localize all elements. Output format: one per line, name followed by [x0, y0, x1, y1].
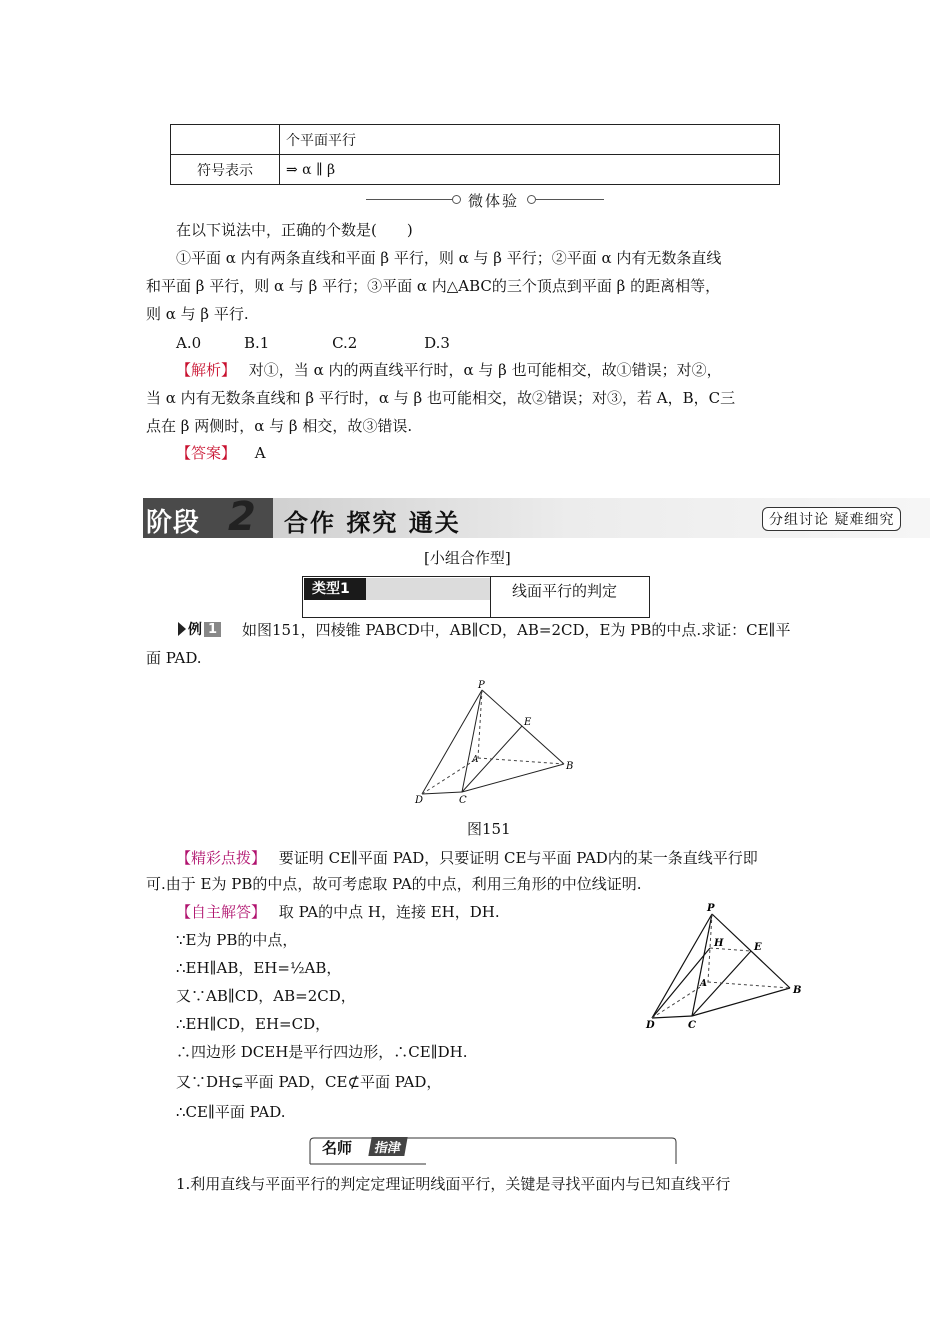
point-label: B [566, 761, 574, 772]
answer-line [176, 443, 266, 463]
circle-icon [452, 195, 461, 204]
point-label: B [793, 985, 802, 996]
point-label: A [700, 979, 707, 989]
stage-tag: 分组讨论 疑难细究 [762, 507, 901, 531]
point-label: C [688, 1020, 696, 1031]
solution-line: 又∵AB∥CD，AB=2CD， [176, 987, 356, 1005]
stage-title: 合作 探究 通关 [284, 509, 461, 537]
analysis-line [176, 360, 722, 380]
solution-line [176, 902, 500, 922]
answer-value: A [254, 444, 266, 462]
pyramid-figure [410, 676, 590, 810]
option-c: C.2 [332, 334, 358, 352]
type-label: 类型1 [304, 578, 366, 600]
point-label: E [754, 942, 762, 953]
point-label: P [478, 680, 485, 691]
question-line: ①平面 α 内有两条直线和平面 β 平行，则 α 与 β 平行；②平面 α 内有无数条直线 [176, 249, 722, 267]
analysis-line: 点在 β 两侧时，α 与 β 相交，故③错误. [146, 417, 413, 435]
triangle-icon [178, 622, 186, 636]
example-line: 面 PAD. [146, 649, 202, 667]
mini-exp-title: 微体验 [468, 192, 520, 210]
divider-right [536, 199, 604, 200]
mingshi-frame [306, 1134, 680, 1168]
mingshi-label: 名师 [322, 1139, 353, 1157]
symbol-table [170, 124, 780, 185]
divider-left [366, 199, 460, 200]
question-stem: 在以下说法中，正确的个数是( ) [176, 221, 413, 239]
pyramid-figure-with-midpoint [640, 900, 820, 1036]
question-line: 则 α 与 β 平行. [146, 305, 249, 323]
solution-label: 【自主解答】 [176, 903, 267, 921]
group-type: [小组合作型] [424, 549, 511, 567]
hint-text: 要证明 CE∥平面 PAD，只要证明 CE与平面 PAD内的某一条直线平行即 [278, 849, 758, 867]
hint-line [176, 848, 758, 868]
stage-label: 阶段 [146, 508, 201, 538]
options [176, 333, 450, 353]
solution-line: ∴EH∥AB，EH=½AB， [176, 959, 342, 977]
analysis-text: 对①，当 α 内的两直线平行时，α 与 β 也可能相交，故①错误；对②， [248, 361, 722, 379]
example-label: 例 [188, 622, 202, 638]
solution-line: ∴EH∥CD，EH=CD， [176, 1015, 331, 1033]
hint-label: 【精彩点拨】 [176, 849, 267, 867]
point-label: D [415, 795, 424, 806]
type-title: 线面平行的判定 [512, 582, 618, 600]
tip-line: 1.利用直线与平面平行的判定定理证明线面平行，关键是寻找平面内与已知直线平行 [176, 1175, 731, 1193]
option-d: D.3 [424, 334, 450, 352]
table-cell-empty [171, 125, 280, 155]
solution-text: 取 PA的中点 H，连接 EH，DH. [278, 903, 500, 921]
option-a: A.0 [176, 334, 202, 352]
option-b: B.1 [243, 334, 270, 352]
question-line: 和平面 β 平行，则 α 与 β 平行；③平面 α 内△ABC的三个顶点到平面 β 的距离相等， [146, 277, 721, 295]
point-label: D [646, 1020, 655, 1031]
point-label: C [459, 795, 467, 806]
analysis-label: 【解析】 [176, 361, 237, 379]
analysis-line: 当 α 内有无数条直线和 β 平行时，α 与 β 也可能相交，故②错误；对③，若 A，B，C三 [146, 389, 736, 407]
solution-line: ∴四边形 DCEH是平行四边形，∴CE∥DH. [176, 1043, 468, 1061]
stage-number: 2 [228, 494, 256, 540]
point-label: E [524, 717, 532, 728]
solution-line: ∵E为 PB的中点， [176, 931, 298, 949]
table-cell-symbol: ⇒ α ∥ β [280, 155, 780, 185]
point-label: H [714, 938, 724, 949]
type-divider [490, 576, 491, 618]
hint-line: 可.由于 E为 PB的中点，故可考虑取 PA的中点，利用三角形的中位线证明. [146, 875, 642, 893]
point-label: P [707, 903, 715, 914]
circle-icon [527, 195, 536, 204]
mingshi-tag: 指津 [368, 1137, 407, 1156]
table-cell-symbol-label: 符号表示 [171, 155, 280, 185]
example-icon [178, 619, 221, 639]
figure-caption: 图151 [467, 820, 511, 838]
type-bar [366, 578, 490, 600]
table-cell-condition: 个平面平行 [280, 125, 780, 155]
solution-line: 又∵DH⊊平面 PAD，CE⊄平面 PAD， [176, 1073, 442, 1091]
solution-line: ∴CE∥平面 PAD. [176, 1103, 286, 1121]
answer-label: 【答案】 [176, 444, 237, 462]
example-number: 1 [204, 622, 221, 637]
point-label: A [472, 755, 479, 765]
example-line: 如图151，四棱锥 PABCD中，AB∥CD，AB=2CD，E为 PB的中点.求证：CE∥平 [242, 621, 791, 639]
